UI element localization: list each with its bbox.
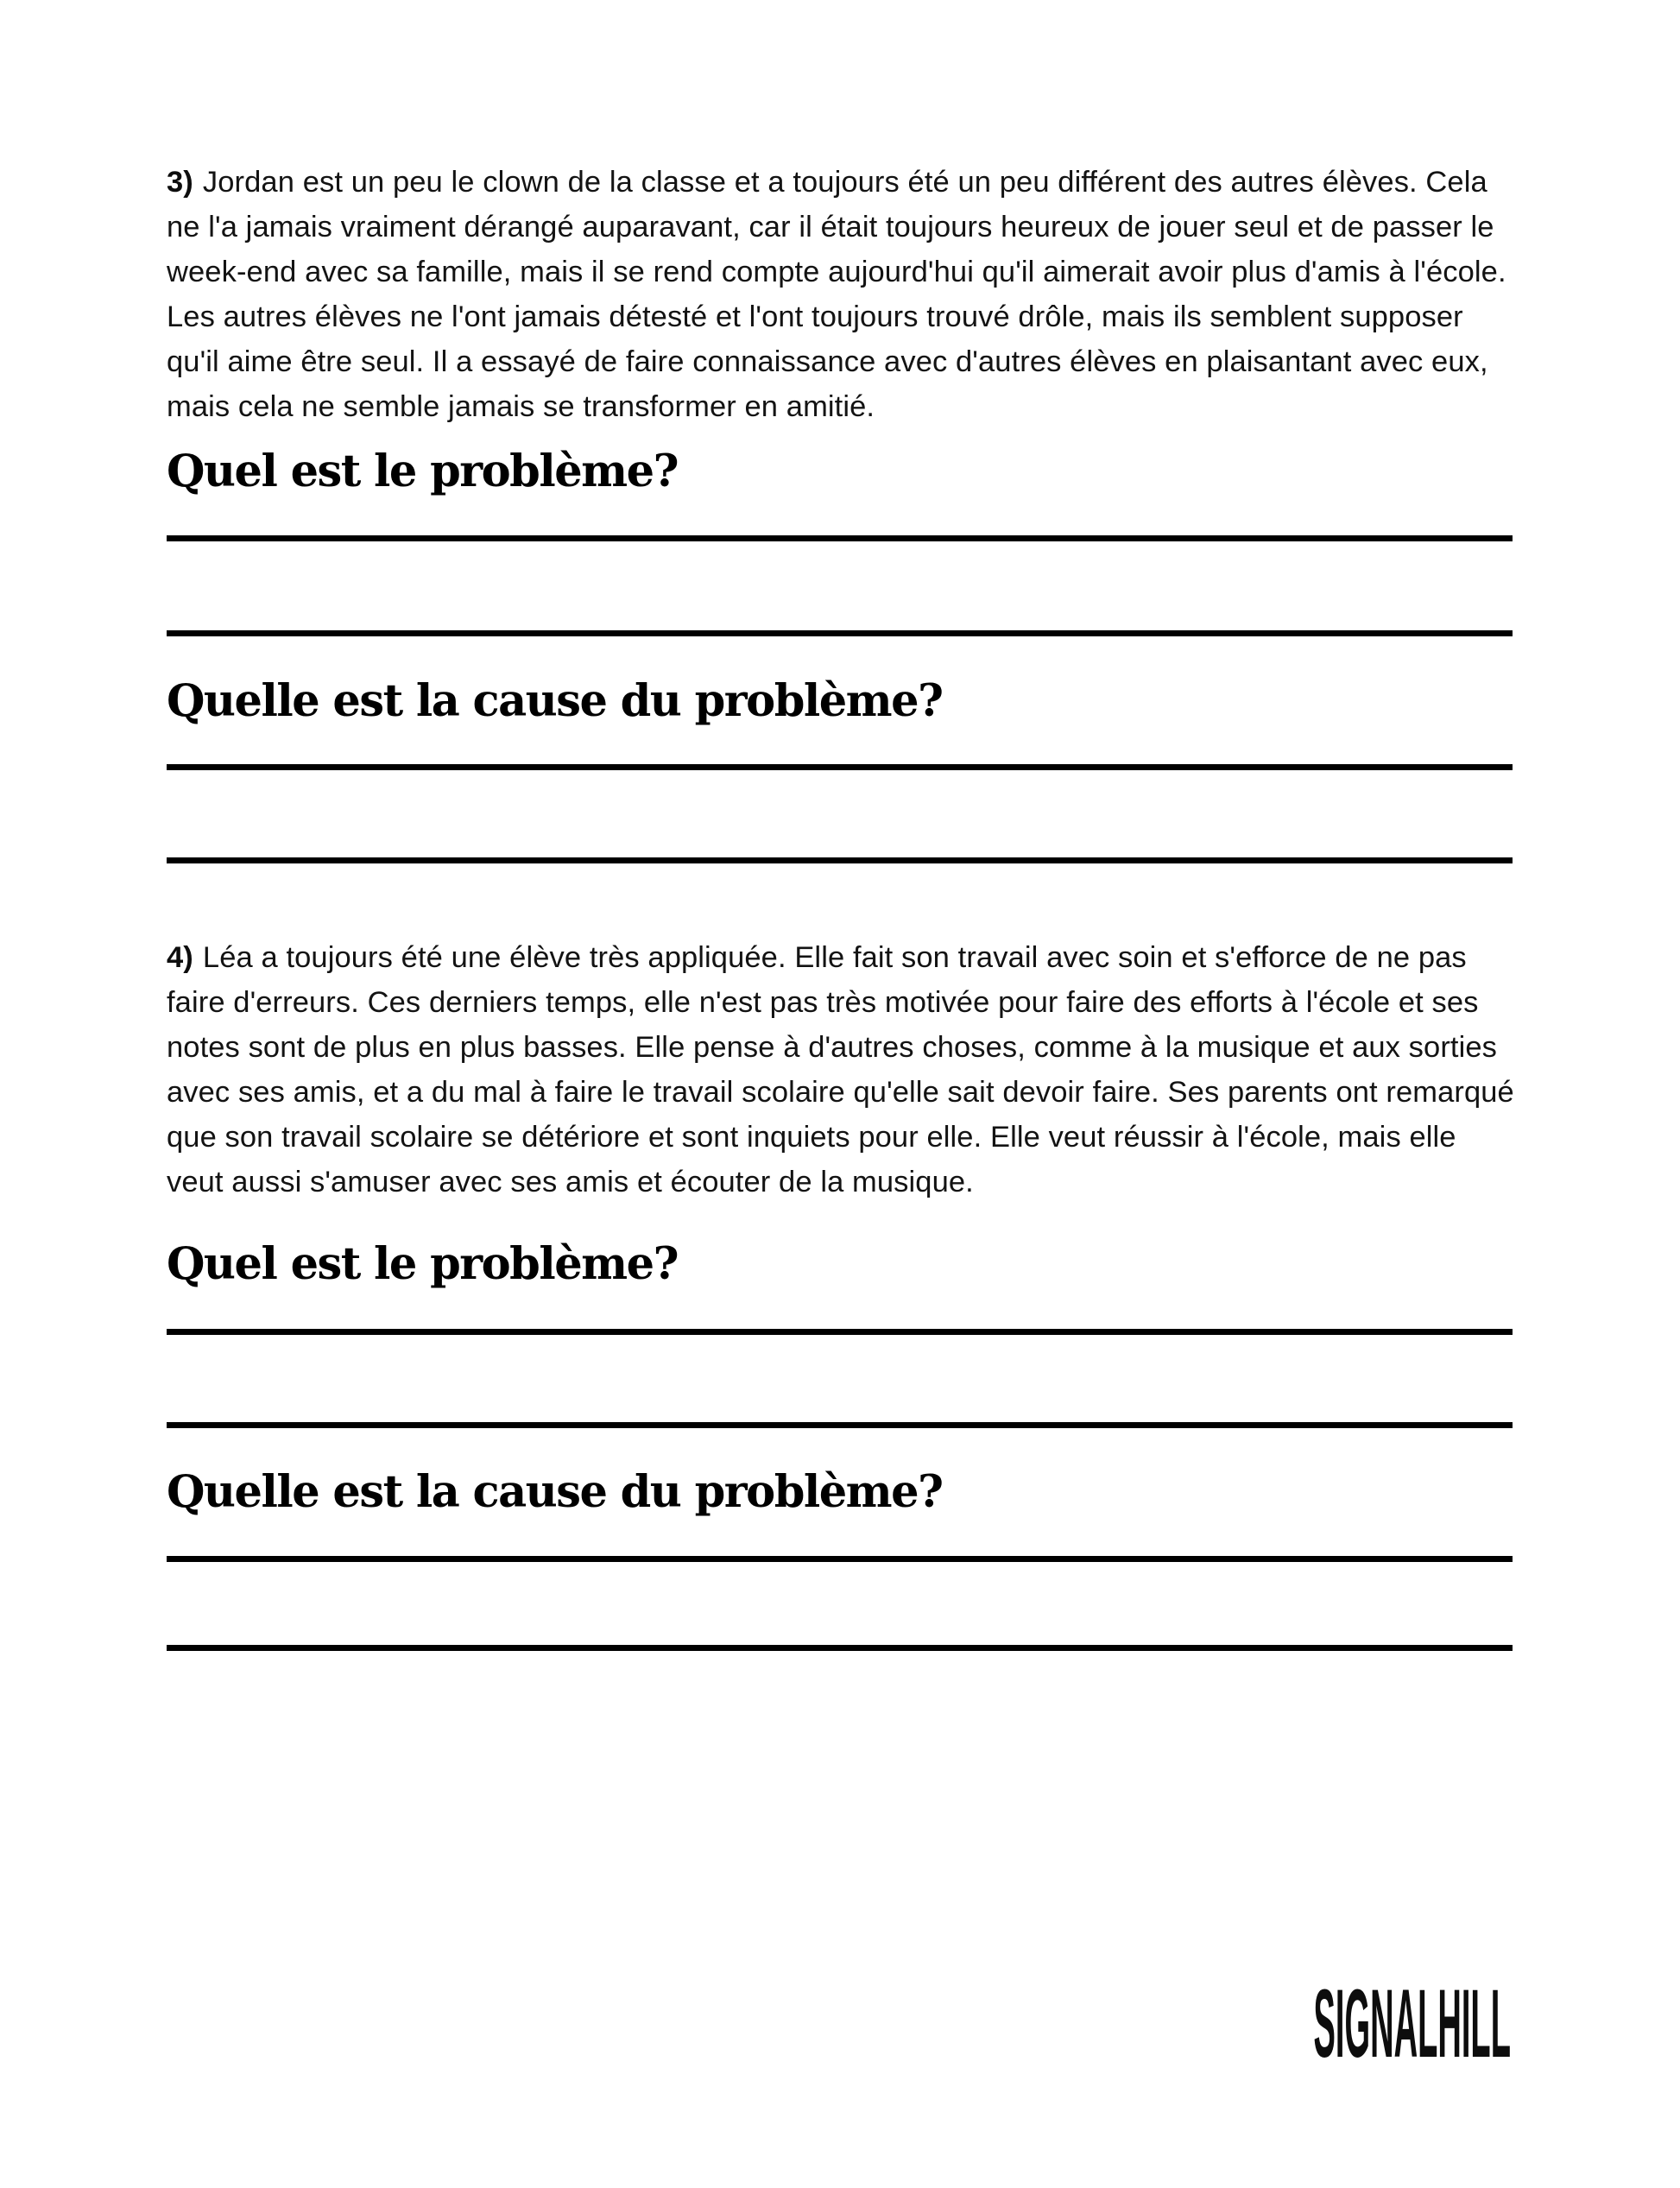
- scenario-3-text: Jordan est un peu le clown de la classe et a toujours été un peu différent des autres élèves. Cela ne l'a jamais vraiment dérangé auparavant, car il était toujours heureux de jouer seul et de passer le week-end avec sa famille, mais il se rend compte aujourd'hui qu'il aimerait avoir plus d'amis à l'école. Les autres élèves ne l'ont jamais détesté et l'ont toujours trouvé drôle, mais ils semblent supposer qu'il aime être seul. Il a essayé de faire connaissance avec d'autres élèves en plaisantant avec eux, mais cela ne semble jamais se transformer en amitié.: [167, 166, 1506, 423]
- scenario-4-problem-answer-line-1: [167, 1329, 1513, 1335]
- scenario-4-question-cause: Quelle est la cause du problème?: [167, 1466, 943, 1518]
- scenario-4-number: 4): [167, 941, 193, 974]
- scenario-3-cause-answer-line-2: [167, 857, 1513, 863]
- scenario-3-paragraph: [167, 160, 1518, 429]
- scenario-3-problem-answer-line-2: [167, 630, 1513, 636]
- signal-hill-logo: SIGNALHILL: [1313, 1970, 1511, 2077]
- scenario-4-cause-answer-line-1: [167, 1556, 1513, 1562]
- scenario-4-question-problem: Quel est le problème?: [167, 1238, 678, 1290]
- scenario-4-text: Léa a toujours été une élève très appliquée. Elle fait son travail avec soin et s'efforce de ne pas faire d'erreurs. Ces derniers temps, elle n'est pas très motivée pour faire des efforts à l'école et ses notes sont de plus en plus basses. Elle pense à d'autres choses, comme à la musique et aux sorties avec ses amis, et a du mal à faire le travail scolaire qu'elle sait devoir faire. Ses parents ont remarqué que son travail scolaire se détériore et sont inquiets pour elle. Elle veut réussir à l'école, mais elle veut aussi s'amuser avec ses amis et écouter de la musique.: [167, 941, 1514, 1198]
- scenario-4-cause-answer-line-2: [167, 1645, 1513, 1651]
- scenario-4-paragraph: [167, 935, 1518, 1205]
- scenario-4-problem-answer-line-2: [167, 1422, 1513, 1428]
- scenario-3-problem-answer-line-1: [167, 535, 1513, 541]
- scenario-3-question-cause: Quelle est la cause du problème?: [167, 675, 943, 727]
- scenario-3-cause-answer-line-1: [167, 764, 1513, 770]
- scenario-3-question-problem: Quel est le problème?: [167, 446, 678, 497]
- scenario-3-number: 3): [167, 166, 193, 199]
